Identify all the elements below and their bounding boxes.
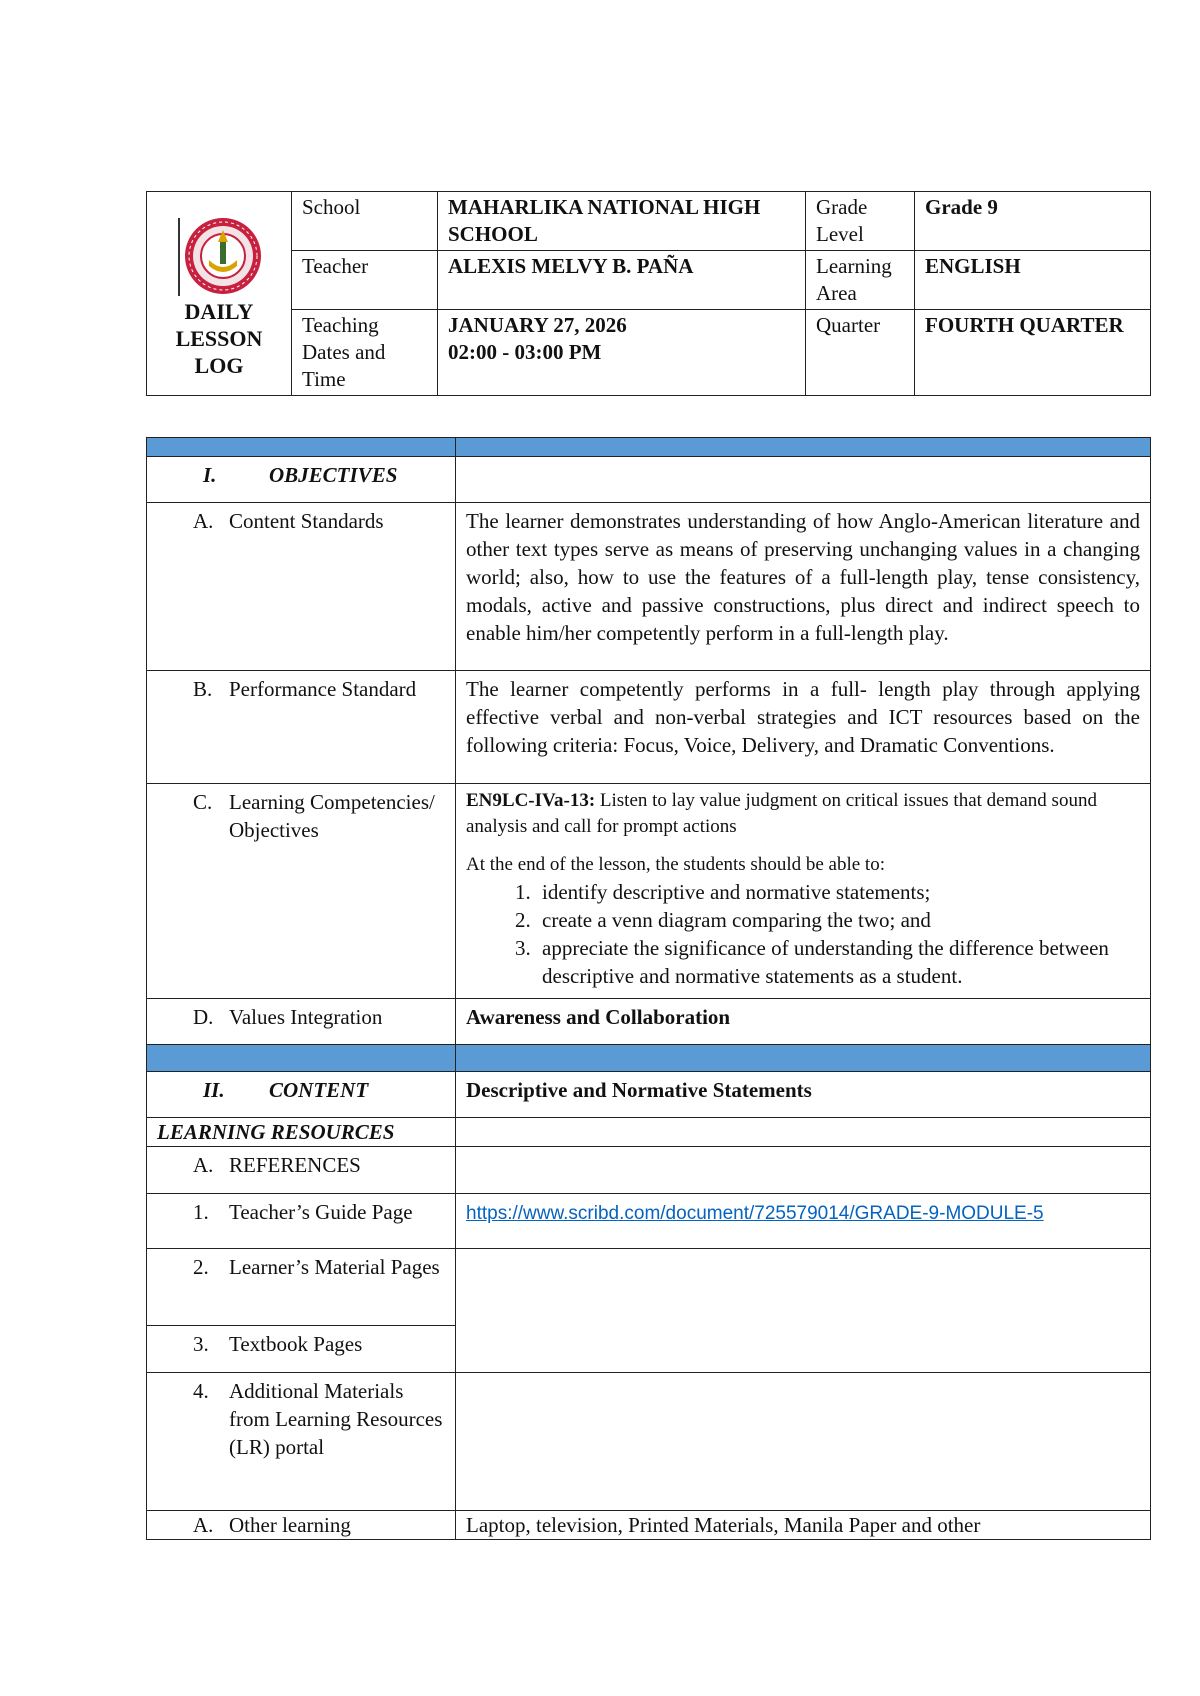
competency-code-text: Listen to lay value judgment on critical issues that demand sound analysis and call for prompt actions [466, 790, 1097, 837]
resources-row [147, 1118, 1151, 1147]
content-standards-num: A. [193, 509, 214, 533]
content-row [147, 1072, 1151, 1118]
teachers-guide-link[interactable]: https://www.scribd.com/document/725579014/GRADE-9-MODULE-5 [466, 1203, 1044, 1224]
objective-item: 3. appreciate the significance of understanding the difference between descriptive and normative statements as a student. [536, 934, 1140, 990]
content-title: CONTENT [269, 1078, 369, 1102]
learners-material-row [147, 1249, 1151, 1326]
values-text: Awareness and Collaboration [456, 999, 1151, 1045]
objectives-list [466, 878, 1140, 990]
tg-label: Teacher’s Guide Page [229, 1200, 413, 1224]
grade-label: Grade Level [806, 192, 915, 251]
competencies-label: Learning Competencies/ Objectives [229, 790, 435, 842]
competency-intro: At the end of the lesson, the students should be able to: [466, 854, 885, 875]
other-resources-row [147, 1511, 1151, 1540]
values-row [147, 999, 1151, 1045]
objectives-row [147, 457, 1151, 503]
tb-num: 3. [193, 1332, 209, 1356]
time-value: 02:00 - 03:00 PM [448, 340, 602, 364]
values-num: D. [193, 1005, 214, 1029]
am-num: 4. [193, 1379, 209, 1403]
content-standards-row [147, 503, 1151, 671]
lm-label: Learner’s Material Pages [229, 1255, 440, 1279]
values-label: Values Integration [229, 1005, 383, 1029]
content-standards-label: Content Standards [229, 509, 384, 533]
performance-standard-label: Performance Standard [229, 677, 417, 701]
competencies-row [147, 784, 1151, 999]
school-seal-logo [175, 216, 263, 296]
logo-cell [147, 192, 292, 396]
area-value: ENGLISH [915, 251, 1151, 310]
teachers-guide-row [147, 1194, 1151, 1249]
area-label: Learning Area [806, 251, 915, 310]
competency-code: EN9LC-IVa-13: [466, 790, 596, 811]
lm-num: 2. [193, 1255, 209, 1279]
quarter-label: Quarter [806, 310, 915, 396]
school-label: School [292, 192, 438, 251]
grade-value: Grade 9 [915, 192, 1151, 251]
other-num: A. [193, 1513, 214, 1537]
teacher-label: Teacher [292, 251, 438, 310]
log-title-line-2: LESSON [175, 326, 263, 351]
performance-standard-row [147, 671, 1151, 784]
header-table [146, 191, 1151, 396]
objective-item: 1. identify descriptive and normative statements; [536, 878, 1140, 906]
content-num: II. [203, 1078, 225, 1102]
references-label: REFERENCES [229, 1153, 361, 1177]
tb-label: Textbook Pages [229, 1332, 363, 1356]
competency-code-line [466, 788, 1140, 840]
dates-value [438, 310, 806, 396]
blue-divider-row [147, 1045, 1151, 1072]
log-title-line-1: DAILY [184, 299, 254, 324]
references-num: A. [193, 1153, 214, 1177]
objective-item: 2. create a venn diagram comparing the two; and [536, 906, 1140, 934]
blue-divider-row [147, 438, 1151, 457]
dates-label: Teaching Dates and Time [292, 310, 438, 396]
references-row [147, 1147, 1151, 1194]
competencies-num: C. [193, 790, 213, 814]
resources-title: LEARNING RESOURCES [147, 1118, 456, 1147]
performance-standard-text: The learner competently performs in a full- length play through applying effective verbal and non-verbal strategies and ICT resources based on the following criteria: Focus, Voice, Delivery, and Dramatic Conventions. [456, 671, 1151, 784]
quarter-value: FOURTH QUARTER [915, 310, 1151, 396]
tg-num: 1. [193, 1200, 209, 1224]
school-value: MAHARLIKA NATIONAL HIGH SCHOOL [438, 192, 806, 251]
lesson-table [146, 437, 1151, 1540]
log-title-line-3: LOG [194, 353, 244, 378]
other-label: Other learning [229, 1513, 351, 1537]
performance-standard-num: B. [193, 677, 213, 701]
content-standards-text: The learner demonstrates understanding of how Anglo-American literature and other text types serve as means of preserving unchanging values in a changing world; also, how to use the features of a full-length play, tense consistency, modals, active and passive constructions, plus direct and indirect speech to enable him/her competently perform in a full-length play. [456, 503, 1151, 671]
additional-materials-row [147, 1373, 1151, 1511]
objectives-num: I. [203, 463, 217, 487]
date-value: JANUARY 27, 2026 [448, 313, 627, 337]
objectives-title: OBJECTIVES [269, 463, 398, 487]
am-label: Additional Materials from Learning Resources (LR) portal [229, 1379, 443, 1459]
teacher-value: ALEXIS MELVY B. PAÑA [438, 251, 806, 310]
other-text: Laptop, television, Printed Materials, Manila Paper and other [456, 1511, 1151, 1540]
content-text: Descriptive and Normative Statements [456, 1072, 1151, 1118]
